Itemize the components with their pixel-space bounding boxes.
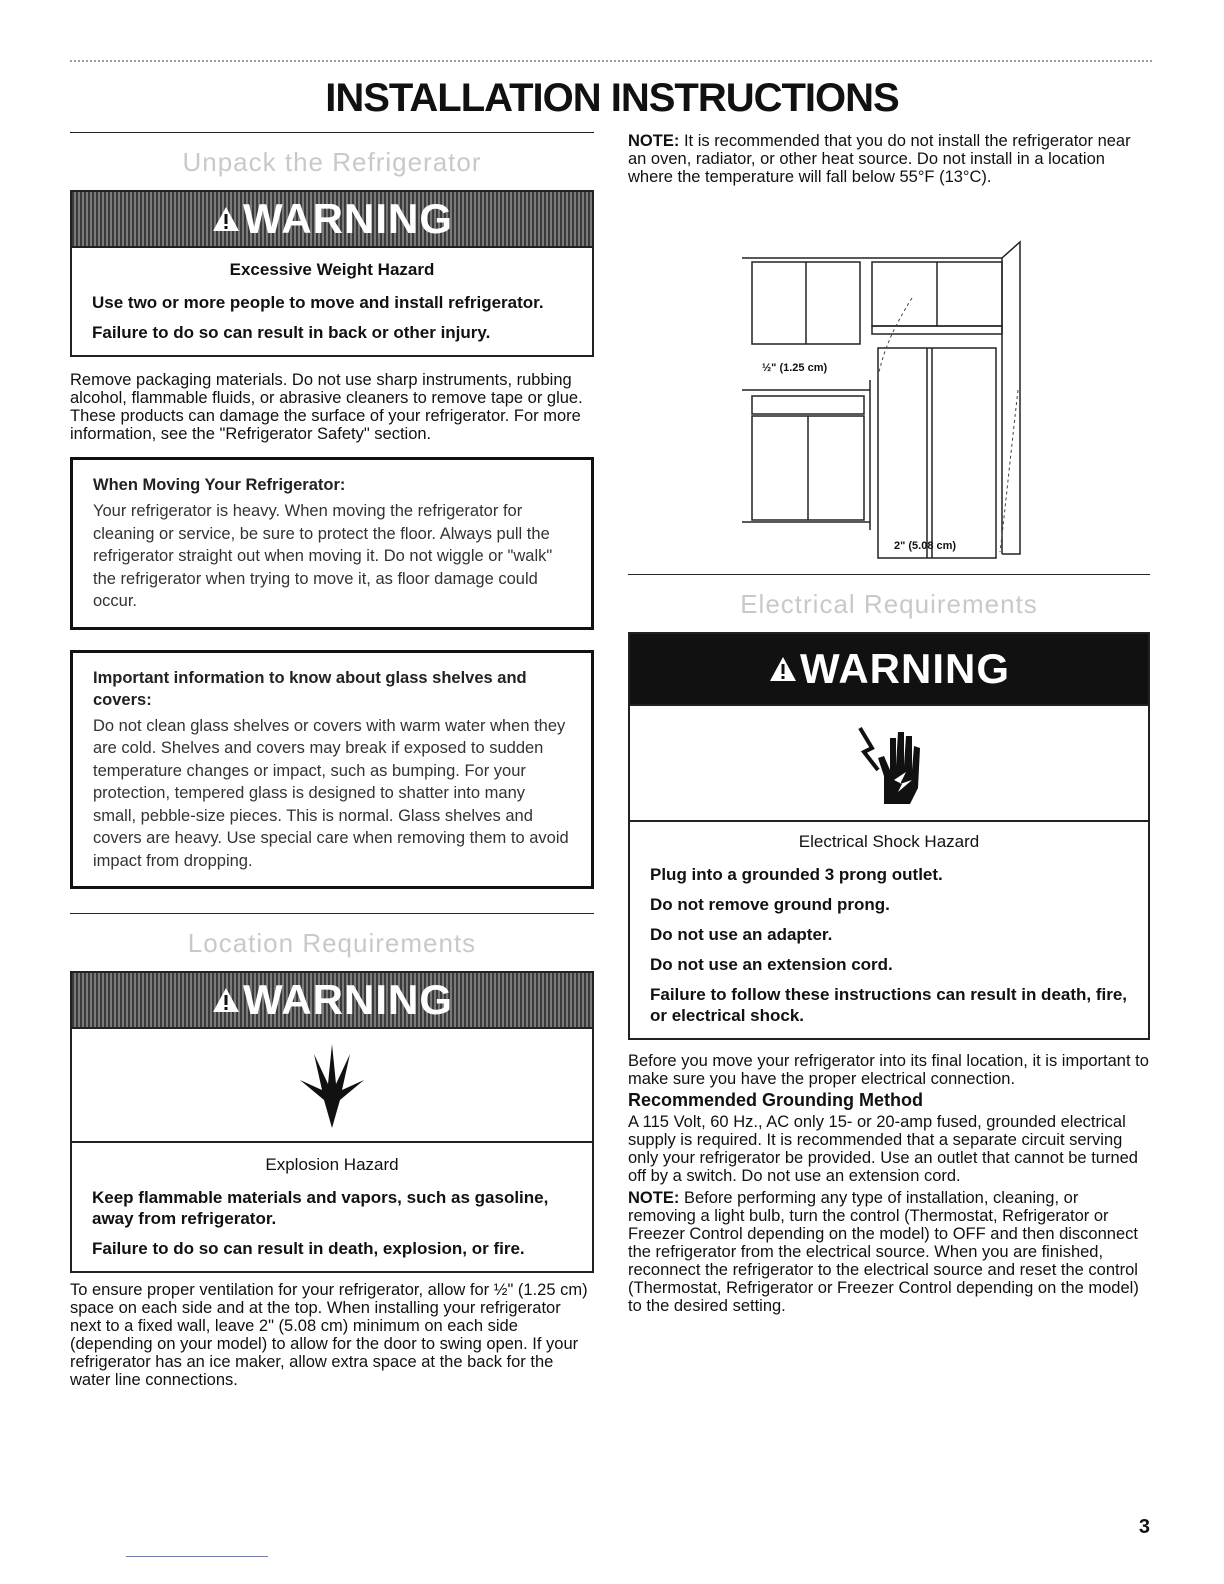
grounding-subheading: Recommended Grounding Method (628, 1090, 923, 1110)
warning-line: Do not remove ground prong. (650, 895, 890, 914)
note-label: NOTE: (628, 1189, 680, 1207)
hazard-title: Excessive Weight Hazard (229, 260, 435, 279)
footer-rule (126, 1556, 268, 1557)
warning-label: WARNING (800, 645, 1010, 692)
warning-label: WARNING (243, 976, 453, 1023)
explosion-icon (292, 1040, 372, 1130)
weight-warning-box (70, 190, 594, 357)
cabinet-diagram (742, 200, 1042, 560)
hazard-title: Explosion Hazard (265, 1155, 399, 1174)
electric-shock-icon (854, 718, 924, 808)
warning-banner (72, 973, 592, 1029)
page-title: INSTALLATION INSTRUCTIONS (325, 76, 899, 120)
warning-line: Do not use an adapter. (650, 925, 833, 944)
location-heading: Location Requirements (187, 928, 477, 958)
note-label: NOTE: (628, 132, 680, 150)
warning-triangle-icon (211, 986, 241, 1014)
section-rule (70, 913, 594, 914)
warning-body (630, 822, 1148, 1038)
warning-triangle-icon (211, 205, 241, 233)
left-column (70, 132, 594, 1389)
glass-box-title: Important information to know about glass shelves and covers: (93, 668, 527, 709)
warning-line: Use two or more people to move and install refrigerator. (92, 293, 544, 312)
location-body: To ensure proper ventilation for your refrigerator, allow for ½" (1.25 cm) space on each side and at the top. When installing your refrigerator next to a fixed wall, leave 2" (5.08 cm) minimum on each side (depending on your model) to allow for the door to swing open. If your refrigerator has an ice maker, allow extra space at the back for the water line connections. (70, 1281, 588, 1389)
warning-line: Failure to do so can result in back or other injury. (92, 323, 491, 342)
location-note (628, 132, 1150, 186)
warning-label: WARNING (243, 195, 453, 242)
warning-banner (72, 192, 592, 248)
glass-box-text: Do not clean glass shelves or covers with warm water when they are cold. Shelves and covers may break if exposed to sudden temperature changes or impact, such as bumping. For your protection, tempered glass is designed to shatter into many small, pebble-size pieces. This is normal. Glass shelves and covers are heavy. Use special care when removing them to avoid impact from dropping. (93, 716, 569, 870)
warning-body (72, 1143, 592, 1271)
warning-banner (630, 634, 1148, 706)
hazard-title: Electrical Shock Hazard (798, 832, 980, 851)
electrical-intro: Before you move your refrigerator into its final location, it is important to make sure you have the proper electrical connection. (628, 1052, 1149, 1088)
warning-line: Do not use an extension cord. (650, 955, 893, 974)
unpack-body: Remove packaging materials. Do not use sharp instruments, rubbing alcohol, flammable fluids, or abrasive cleaners to remove tape or glue. These products can damage the surface of your refrigerator. For more information, see the "Refrigerator Safety" section. (70, 371, 583, 443)
shock-icon-area (630, 706, 1148, 822)
explosion-warning-box (70, 971, 594, 1273)
note-text: Before performing any type of installation, cleaning, or removing a light bulb, turn the control (Thermostat, Refrigerator or Freezer Control depending on the model) to OFF and then disconnect the refrigerator from the electrical source. When you are finished, reconnect the refrigerator to the electrical source and reset the control (Thermostat, Refrigerator or Freezer Control depending on the model) to the desired setting. (628, 1189, 1139, 1315)
section-rule (628, 574, 1150, 575)
grounding-text: A 115 Volt, 60 Hz., AC only 15- or 20-amp fused, grounded electrical supply is required. It is recommended that a separate circuit serving only your refrigerator be provided. Use an outlet that cannot be turned off by a switch. Do not use an extension cord. (628, 1113, 1138, 1185)
moving-box-title: When Moving Your Refrigerator: (93, 476, 346, 494)
moving-box-text: Your refrigerator is heavy. When moving the refrigerator for cleaning or service, be sure to protect the floor. Always pull the refrigerator straight out when moving it. Do not wiggle or "walk" the refrigerator when trying to move it, as floor damage could occur. (93, 502, 553, 610)
explosion-icon-area (72, 1029, 592, 1143)
electrical-note (628, 1189, 1150, 1315)
clearance-label-bottom: 2" (5.08 cm) (894, 540, 957, 552)
warning-line: Failure to do so can result in death, explosion, or fire. (92, 1239, 525, 1258)
note-text: It is recommended that you do not install the refrigerator near an oven, radiator, or other heat source. Do not install in a location where the temperature will fall below 55°F (13°C). (628, 132, 1131, 186)
glass-info-box (70, 650, 594, 890)
moving-info-box (70, 457, 594, 630)
page-number: 3 (1138, 1516, 1150, 1538)
shock-warning-box (628, 632, 1150, 1040)
unpack-heading: Unpack the Refrigerator (182, 147, 482, 177)
warning-triangle-icon (768, 655, 798, 683)
section-rule (70, 132, 594, 133)
electrical-heading: Electrical Requirements (740, 589, 1038, 619)
right-column (628, 132, 1150, 1315)
clearance-figure (742, 200, 1042, 560)
warning-line: Keep flammable materials and vapors, such as gasoline, away from refrigerator. (92, 1188, 549, 1228)
warning-line: Failure to follow these instructions can result in death, fire, or electrical shock. (650, 985, 1128, 1025)
clearance-label-top: ½" (1.25 cm) (762, 362, 828, 374)
top-dotted-rule (70, 60, 1152, 62)
warning-line: Plug into a grounded 3 prong outlet. (650, 865, 943, 884)
warning-body (72, 248, 592, 355)
